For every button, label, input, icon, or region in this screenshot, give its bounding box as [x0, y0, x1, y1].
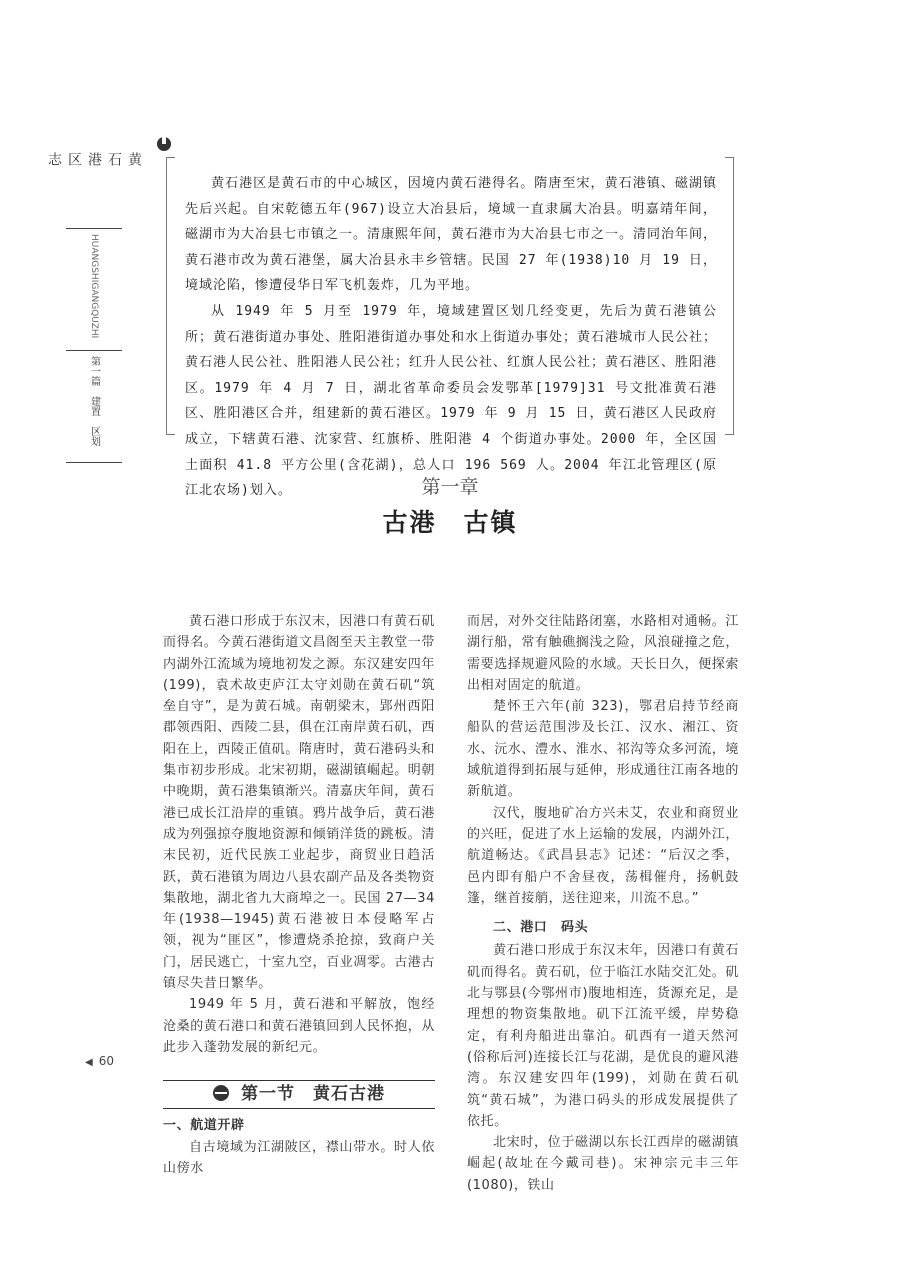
- paragraph: 北宋时，位于磁湖以东长江西岸的磁湖镇崛起(故址在今戴司巷)。宋神宗元丰三年(1080)，铁山: [467, 1135, 739, 1193]
- subheading: 一、航道开辟: [163, 1118, 245, 1134]
- section-icon: [213, 1085, 229, 1101]
- bracket-right: [725, 157, 734, 435]
- chapter-number: 第一章: [421, 476, 479, 498]
- right-column: [467, 611, 739, 1196]
- sidebar-divider: [66, 350, 122, 351]
- intro-paragraph: 黄石港区是黄石市的中心城区，因境内黄石港得名。隋唐至宋，黄石港镇、磁湖镇先后兴起。自宋乾德五年(967)设立大冶县后，境域一直隶属大冶县。明嘉靖年间，磁湖市为大冶县七市镇之一。清康熙年间，黄石港市为大冶县七市之一。清同治年间，黄石港市改为黄石港堡，属大冶县永丰乡管辖。民国 27 年(1938)10 月 19 日，境域沦陷，惨遭侵华日军飞机轰炸，几为平地。: [185, 176, 718, 294]
- sidebar-book-title: 黄石港区志: [46, 152, 142, 167]
- paragraph: 汉代，腹地矿冶方兴未艾，农业和商贸业的兴旺，促进了水上运输的发展，内湖外江，航道畅达。《武昌县志》记述：“后汉之季，邑内即有船户不舍昼夜，荡楫催舟，扬帆鼓篷，继首接艄，送往迎来，川流不息。”: [467, 805, 740, 906]
- sidebar-pinyin: HUANGSHIGANGQUZHI: [89, 234, 99, 339]
- chapter-title: 古港 古镇: [382, 508, 518, 537]
- book-logo-icon: [157, 137, 171, 151]
- page-footer: [85, 1054, 114, 1068]
- page-arrow-icon: ◀: [85, 1057, 93, 1068]
- paragraph: 黄石港口形成于东汉末年，因港口有黄石矶而得名。黄石矶，位于临江水陆交汇处。矶北与鄂县(今鄂州市)腹地相连，货源充足，是理想的物资集散地。矶下江流平缓，岸势稳定，有利舟船进出靠泊。矶西有一道天然河(俗称后河)连接长江与花湖，是优良的避风港湾。东汉建安四年(199)，刘勋在黄石矶筑“黄石城”，为港口码头的形成发展提供了依托。: [467, 943, 740, 1129]
- section-title: 第一节 黄石古港: [241, 1084, 385, 1105]
- left-column: [163, 611, 435, 1179]
- paragraph: 黄石港口形成于东汉末，因港口有黄石矶而得名。今黄石港街道文昌阁至天主教堂一带内湖外江流域为境地初发之源。东汉建安四年(199)，袁术故吏庐江太守刘勋在黄石矶“筑垒自守”，是为黄石城。南朝梁末，郢州西阳郡领西阳、西陵二县，俱在江南岸黄石矶，西阳在上，西陵正值矶。隋唐时，黄石港码头和集市初步形成。北宋初期，磁湖镇崛起。明朝中晚期，黄石港集镇渐兴。清嘉庆年间，黄石港已成长江沿岸的重镇。鸦片战争后，黄石港成为列强掠夺腹地资源和倾销洋货的跳板。清末民初，近代民族工业起步，商贸业日趋活跃，黄石港镇为周边八县农副产品及各类物资集散地，湖北省九大商埠之一。民国 27—34 年(1938—1945)黄石港被日本侵略军占领，视为“匪区”，惨遭烧杀抢掠，致商户关门，居民逃亡，十室九空，百业凋零。古港古镇尽失昔日繁华。: [163, 614, 436, 992]
- paragraph: 楚怀王六年(前 323)，鄂君启持节经商船队的营运范围涉及长江、汉水、湘江、资水、沅水、澧水、淮水、祁沟等众多河流，境域航道得到拓展与延伸，形成通往江南各地的新航道。: [467, 699, 740, 800]
- paragraph: 而居，对外交往陆路闭塞，水路相对通畅。江湖行船，常有触礁搁浅之险，风浪碰撞之危，需要选择规避风险的水域。天长日久，便探索出相对固定的航道。: [467, 614, 740, 693]
- sidebar-divider: [66, 462, 122, 463]
- subheading: 二、港口 码头: [493, 920, 589, 936]
- sidebar-divider: [66, 228, 122, 229]
- page-number: 60: [98, 1054, 114, 1068]
- paragraph: 1949 年 5 月，黄石港和平解放，饱经沧桑的黄石港口和黄石港镇回到人民怀抱，从此步入蓬勃发展的新纪元。: [163, 997, 436, 1055]
- sidebar-part: 第一篇 建置 区划: [88, 356, 100, 446]
- paragraph: 自古境域为江湖陂区，襟山带水。时人依山傍水: [163, 1139, 435, 1176]
- bracket-left: [166, 157, 175, 435]
- section-heading: [163, 1080, 435, 1109]
- intro-paragraph: 从 1949 年 5 月至 1979 年，境域建置区划几经变更，先后为黄石港镇公所；黄石港街道办事处、胜阳港街道办事处和水上街道办事处；黄石港城市人民公社；黄石港人民公社、胜阳港人民公社；红升人民公社、红旗人民公社；黄石港区、胜阳港区。1979 年 4 月 7 日，湖北省革命委员会发鄂革[1979]31 号文批准黄石港区、胜阳港区合并，组建新的黄石港区。1979 年 9 月 15 日，黄石港区人民政府成立，下辖黄石港、沈家营、红旗桥、胜阳港 4 个街道办事处。2000 年，全区国土面积 41.8 平方公里(含花湖)，总人口 196 569 人。2004 年江北管理区(原江北农场)划入。: [185, 303, 718, 499]
